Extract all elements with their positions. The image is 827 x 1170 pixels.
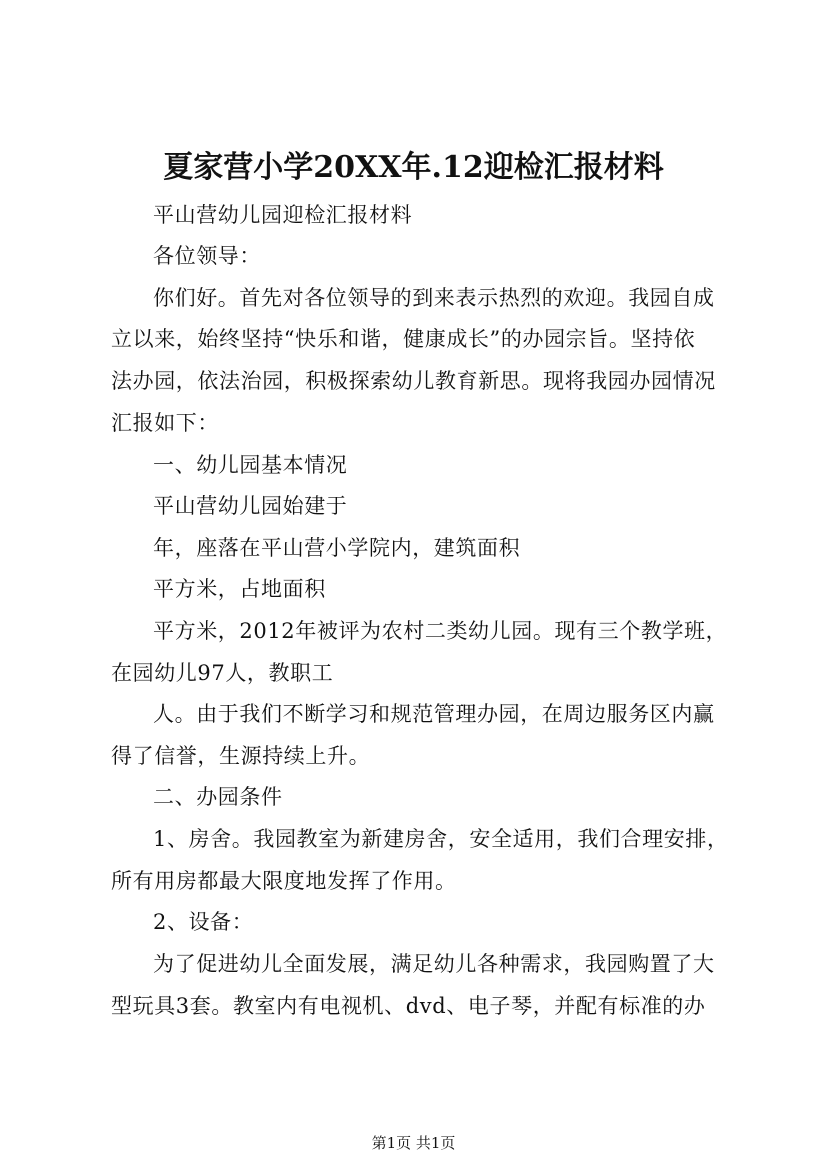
body-line: 平方米，2012年被评为农村二类幼儿园。现有三个教学班， bbox=[153, 619, 728, 643]
document-title: 夏家营小学20XX年.12迎检汇报材料 bbox=[163, 150, 664, 185]
body-line: 你们好。首先对各位领导的到来表示热烈的欢迎。我园自成 bbox=[153, 286, 715, 310]
body-line: 平山营幼儿园始建于 bbox=[153, 494, 348, 518]
page-footer: 第1页 共1页 bbox=[371, 1134, 456, 1152]
body-line: 得了信誉，生源持续上升。 bbox=[111, 744, 371, 768]
body-line: 平方米，占地面积 bbox=[153, 577, 326, 601]
body-line: 1、房舍。我园教室为新建房舍，安全适用，我们合理安排， bbox=[153, 827, 729, 851]
body-line: 所有用房都最大限度地发挥了作用。 bbox=[111, 869, 457, 893]
body-line: 法办园，依法治园，积极探索幼儿教育新思。现将我园办园情况 bbox=[111, 369, 716, 393]
section-heading: 二、办园条件 bbox=[153, 785, 283, 809]
subsection-heading: 2、设备： bbox=[153, 910, 254, 934]
body-line: 人。由于我们不断学习和规范管理办园，在周边服务区内赢 bbox=[153, 702, 715, 726]
body-line: 汇报如下： bbox=[111, 411, 219, 435]
salutation-line: 各位领导： bbox=[153, 244, 261, 268]
section-heading: 一、幼儿园基本情况 bbox=[153, 453, 348, 477]
body-line: 年，座落在平山营小学院内，建筑面积 bbox=[153, 536, 521, 560]
body-line: 型玩具3套。教室内有电视机、dvd、电子琴，并配有标准的办 bbox=[111, 994, 706, 1018]
body-line: 在园幼儿97人，教职工 bbox=[111, 661, 334, 685]
subtitle-line: 平山营幼儿园迎检汇报材料 bbox=[153, 203, 413, 227]
body-line: 立以来，始终坚持“快乐和谐，健康成长”的办园宗旨。坚持依 bbox=[111, 327, 696, 351]
body-line: 为了促进幼儿全面发展，满足幼儿各种需求，我园购置了大 bbox=[153, 952, 715, 976]
